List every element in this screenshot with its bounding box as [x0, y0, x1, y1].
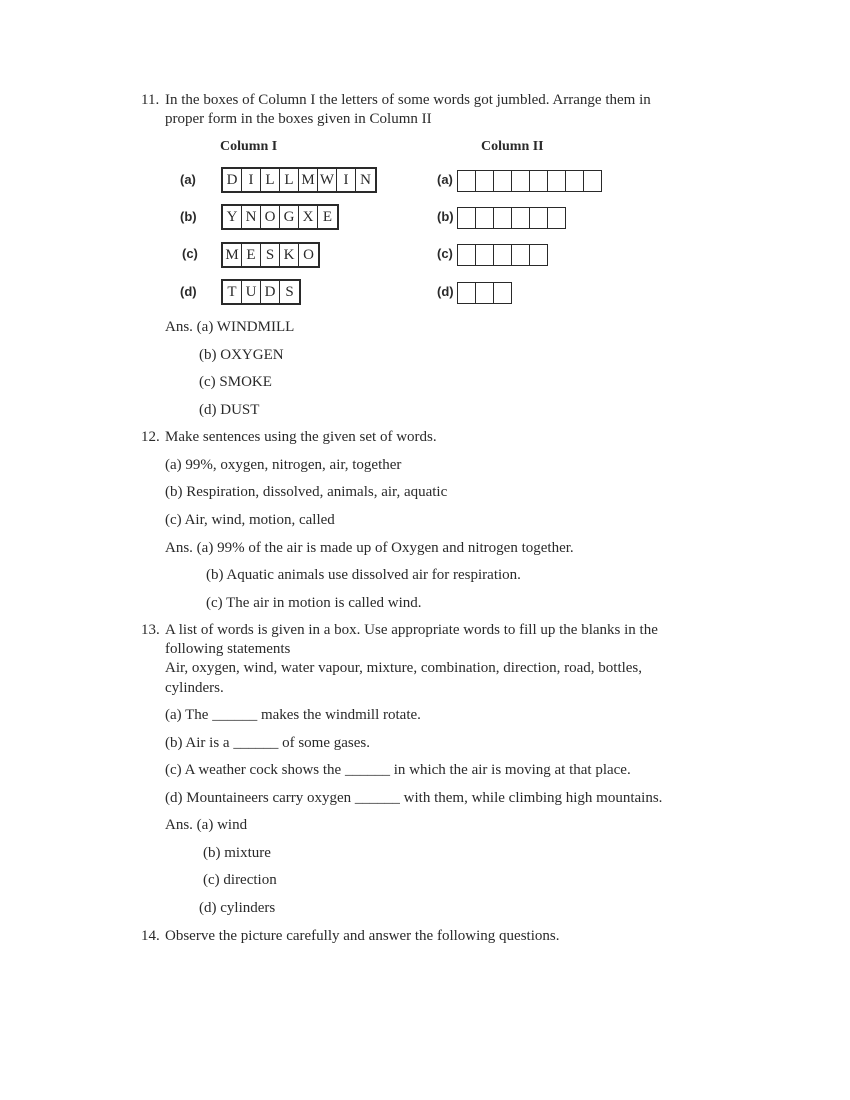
answer-boxes-b [457, 207, 565, 229]
q12-text: Make sentences using the given set of words. [165, 429, 437, 445]
q12-item-c: (c) Air, wind, motion, called [165, 512, 335, 528]
letter-cell: N [242, 206, 261, 228]
letter-cell: I [337, 169, 356, 191]
letter-cell: K [280, 244, 299, 266]
row-label-d-col2: (d) [437, 284, 454, 299]
answer-cell[interactable] [493, 282, 512, 304]
answer-cell[interactable] [547, 170, 566, 192]
answer-cell[interactable] [493, 170, 512, 192]
q13-item-b: (b) Air is a ______ of some gases. [165, 735, 370, 751]
q12-number: 12. [141, 429, 160, 445]
answer-cell[interactable] [529, 207, 548, 229]
jumbled-word-a [221, 167, 377, 193]
column2-header: Column II [481, 139, 544, 154]
answer-cell[interactable] [457, 244, 476, 266]
q13-text-line2: following statements [165, 641, 291, 657]
q12-answer-a: Ans. (a) 99% of the air is made up of Oxygen and nitrogen together. [165, 540, 574, 556]
q12-answer-b: (b) Aquatic animals use dissolved air for respiration. [206, 567, 521, 583]
answer-cell[interactable] [529, 244, 548, 266]
letter-cell: I [242, 169, 261, 191]
q13-number: 13. [141, 622, 160, 638]
letter-cell: W [318, 169, 337, 191]
q13-text-line1: A list of words is given in a box. Use appropriate words to fill up the blanks in the [165, 622, 658, 638]
answer-cell[interactable] [565, 170, 584, 192]
answer-cell[interactable] [457, 207, 476, 229]
jumbled-word-c [221, 242, 320, 268]
letter-cell: L [261, 169, 280, 191]
answer-cell[interactable] [475, 244, 494, 266]
answer-cell[interactable] [529, 170, 548, 192]
answer-cell[interactable] [547, 207, 566, 229]
answer-cell[interactable] [583, 170, 602, 192]
letter-cell: G [280, 206, 299, 228]
answer-cell[interactable] [475, 170, 494, 192]
answer-cell[interactable] [493, 244, 512, 266]
letter-cell: O [261, 206, 280, 228]
q11-number: 11. [141, 92, 160, 108]
letter-cell: O [303, 247, 314, 263]
letter-cell: T [223, 281, 242, 303]
q13-item-d: (d) Mountaineers carry oxygen ______ with them, while climbing high mountains. [165, 790, 663, 806]
letter-cell: E [242, 244, 261, 266]
answer-cell[interactable] [457, 170, 476, 192]
q12-answer-c: (c) The air in motion is called wind. [206, 595, 422, 611]
answer-boxes-d [457, 282, 511, 304]
q13-item-a: (a) The ______ makes the windmill rotate. [165, 707, 421, 723]
q13-answer-b: (b) mixture [203, 845, 271, 861]
letter-cell: S [261, 244, 280, 266]
row-label-a-col1: (a) [180, 172, 196, 187]
q11-answer-b: (b) OXYGEN [199, 347, 284, 363]
answer-cell[interactable] [457, 282, 476, 304]
row-label-d-col1: (d) [180, 284, 197, 299]
letter-cell: D [223, 169, 242, 191]
letter-cell: E [322, 209, 333, 225]
jumbled-word-d [221, 279, 301, 305]
letter-cell: Y [223, 206, 242, 228]
q14-text: Observe the picture carefully and answer the following questions. [165, 928, 560, 944]
q11-answer-c: (c) SMOKE [199, 374, 272, 390]
answer-cell[interactable] [511, 170, 530, 192]
q11-answer-a: Ans. (a) WINDMILL [165, 319, 295, 335]
q13-words-line1: Air, oxygen, wind, water vapour, mixture, combination, direction, road, bottles, [165, 660, 643, 676]
row-label-c-col1: (c) [182, 246, 198, 261]
letter-cell: L [280, 169, 299, 191]
row-label-b-col2: (b) [437, 209, 454, 224]
answer-cell[interactable] [493, 207, 512, 229]
letter-cell: M [299, 169, 318, 191]
letter-cell: X [299, 206, 318, 228]
q13-item-c: (c) A weather cock shows the ______ in which the air is moving at that place. [165, 762, 631, 778]
q11-text-line1: In the boxes of Column I the letters of some words got jumbled. Arrange them in [165, 92, 651, 108]
answer-boxes-c [457, 244, 547, 266]
q11-text-line2: proper form in the boxes given in Column II [165, 111, 432, 127]
answer-cell[interactable] [475, 207, 494, 229]
q13-words-line2: cylinders. [165, 680, 224, 696]
q13-answer-c: (c) direction [203, 872, 277, 888]
letter-cell: N [360, 172, 371, 188]
row-label-b-col1: (b) [180, 209, 197, 224]
q12-item-b: (b) Respiration, dissolved, animals, air, aquatic [165, 484, 448, 500]
q14-number: 14. [141, 928, 160, 944]
jumbled-word-b [221, 204, 339, 230]
letter-cell: S [285, 284, 294, 300]
row-label-a-col2: (a) [437, 172, 453, 187]
q12-item-a: (a) 99%, oxygen, nitrogen, air, together [165, 457, 402, 473]
answer-cell[interactable] [511, 207, 530, 229]
column1-header: Column I [220, 139, 278, 154]
answer-cell[interactable] [511, 244, 530, 266]
answer-boxes-a [457, 170, 601, 192]
row-label-c-col2: (c) [437, 246, 453, 261]
letter-cell: D [261, 281, 280, 303]
letter-cell: U [242, 281, 261, 303]
answer-cell[interactable] [475, 282, 494, 304]
q13-answer-d: (d) cylinders [199, 900, 276, 916]
q11-answer-d: (d) DUST [199, 402, 260, 418]
q13-answer-a: Ans. (a) wind [165, 817, 248, 833]
letter-cell: M [223, 244, 242, 266]
